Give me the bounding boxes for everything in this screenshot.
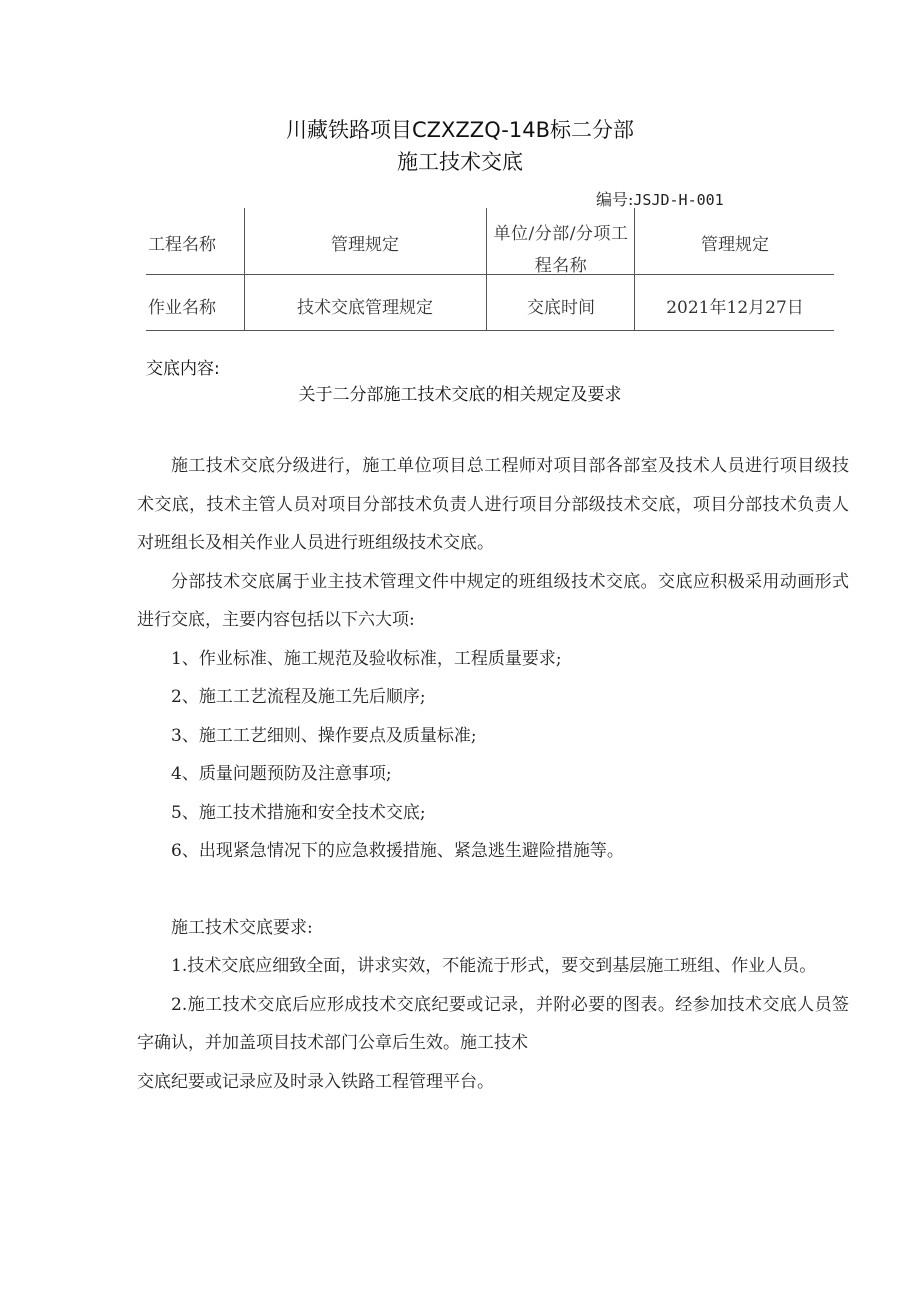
table-cell-date-label: 交底时间 [527, 298, 595, 318]
document-number [596, 187, 724, 210]
table-rule-middle [146, 274, 834, 275]
table-cell-work-value: 技术交底管理规定 [297, 298, 433, 318]
requirement-item: 1.技术交底应细致全面，讲求实效，不能流于形式，要交到基层施工班组、作业人员。 [171, 956, 817, 976]
table-cell-work-label: 作业名称 [148, 298, 216, 318]
table-divider-3 [634, 208, 635, 330]
closing-line: 交底纪要或记录应及时录入铁路工程管理平台。 [137, 1071, 494, 1092]
table-cell-project-value: 管理规定 [331, 235, 399, 255]
list-item: 6、出现紧急情况下的应急救援措施、紧急逃生避险措施等。 [171, 841, 624, 861]
document-title: 川藏铁路项目CZXZZQ-14B标二分部 [285, 118, 635, 142]
table-cell-project-label: 工程名称 [148, 235, 216, 255]
table-cell-date-value: 2021年12月27日 [666, 298, 804, 318]
list-item: 2、施工工艺流程及施工先后顺序; [171, 687, 426, 707]
document-number-value: JSJD-H-001 [633, 191, 724, 209]
paragraph-scope: 分部技术交底属于业主技术管理文件中规定的班组级技术交底。交底应积极采用动画形式进行交底，主要内容包括以下六大项: [137, 571, 849, 630]
section-label: 交底内容: [146, 359, 220, 379]
content-subtitle: 关于二分部施工技术交底的相关规定及要求 [298, 385, 622, 405]
table-divider-2 [486, 208, 487, 330]
document-number-label: 编号: [596, 190, 634, 209]
list-item: 3、施工工艺细则、操作要点及质量标准; [171, 725, 477, 746]
requirements-heading: 施工技术交底要求: [171, 917, 313, 938]
table-cell-unit-label: 单位/分部/分项工程名称 [493, 224, 629, 274]
table-divider-1 [244, 208, 245, 330]
table-cell-unit-value: 管理规定 [701, 235, 769, 255]
paragraph-intro: 施工技术交底分级进行，施工单位项目总工程师对项目部各部室及技术人员进行项目级技术交底，技术主管人员对项目分部技术负责人进行项目分部级技术交底，项目分部技术负责人对班组长及相关作业人员进行班组级技术交底。 [137, 456, 849, 553]
document-subtitle: 施工技术交底 [397, 150, 523, 174]
content-body [137, 447, 849, 1101]
list-item: 1、作业标准、施工规范及验收标准，工程质量要求; [171, 648, 562, 669]
list-item: 5、施工技术措施和安全技术交底; [171, 802, 426, 823]
table-rule-bottom [146, 330, 834, 331]
requirement-item: 2.施工技术交底后应形成技术交底纪要或记录，并附必要的图表。经参加技术交底人员签字确认，并加盖项目技术部门公章后生效。施工技术 [137, 994, 849, 1053]
list-item: 4、质量问题预防及注意事项; [171, 764, 392, 784]
